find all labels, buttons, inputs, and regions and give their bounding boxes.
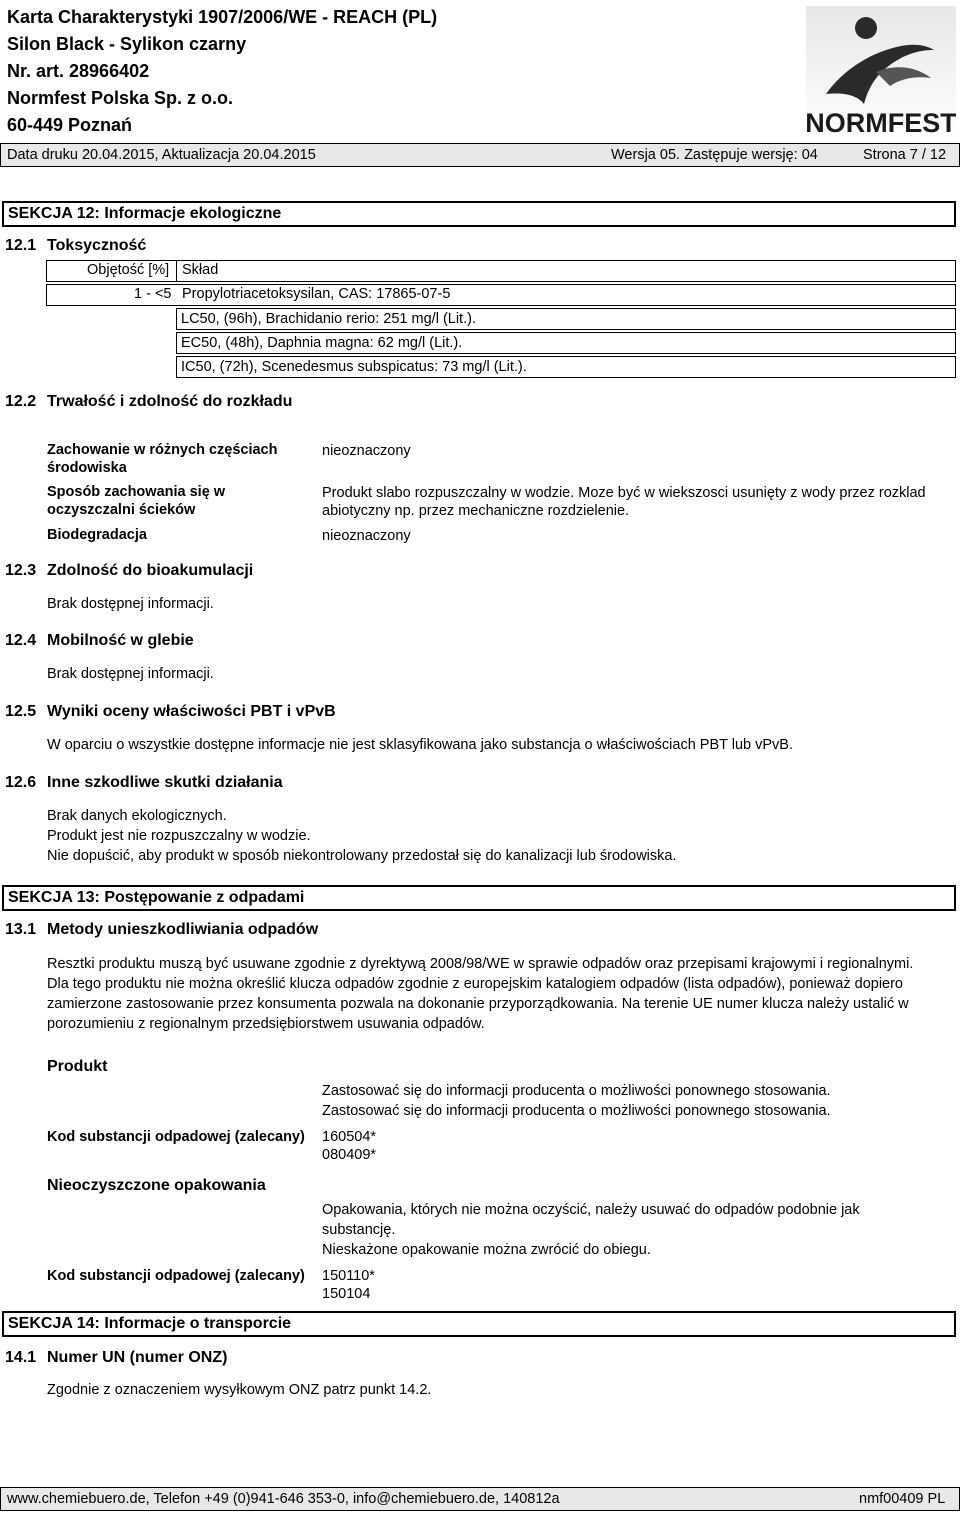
subsection-14-1-title: Numer UN (numer ONZ) [47, 1349, 228, 1366]
tox-item: IC50, (72h), Scenedesmus subspicatus: 73 mg/l (Lit.). [176, 356, 956, 378]
subsection-12-1-number: 12.1 [5, 237, 37, 254]
footer-bar [0, 1487, 960, 1511]
product-heading: Produkt [47, 1058, 108, 1075]
tox-item: LC50, (96h), Brachidanio rerio: 251 mg/l (Lit.). [176, 308, 956, 330]
deg-value-1: nieoznaczony [322, 443, 411, 459]
product-line: Zastosować się do informacji producenta o możliwości ponownego stosowania. [322, 1083, 831, 1099]
deg-label-1a: Zachowanie w różnych częściach [47, 442, 278, 458]
subsection-12-6-title: Inne szkodliwe skutki działania [47, 774, 283, 791]
product-waste-code-label: Kod substancji odpadowej (zalecany) [47, 1129, 305, 1145]
subsection-12-1-title: Toksyczność [47, 237, 147, 254]
packaging-line: Nieskażone opakowanie można zwrócić do obiegu. [322, 1242, 651, 1258]
subsection-14-1-number: 14.1 [5, 1349, 37, 1366]
footer-doc-code: nmf00409 PL [859, 1491, 946, 1507]
tox-item: EC50, (48h), Daphnia magna: 62 mg/l (Lit.). [176, 332, 956, 354]
normfest-logo [806, 6, 956, 138]
product-name: Silon Black - Sylikon czarny [7, 34, 247, 54]
packaging-line: Opakowania, których nie można oczyścić, należy usuwać do odpadów podobnie jak [322, 1202, 860, 1218]
subsection-14-1-text: Zgodnie z oznaczeniem wysyłkowym ONZ patrz punkt 14.2. [47, 1382, 432, 1398]
tox-col-volume: Objętość [%] [87, 262, 170, 278]
subsection-13-1-title: Metody unieszkodliwiania odpadów [47, 921, 319, 938]
subsection-12-3-title: Zdolność do bioakumulacji [47, 562, 254, 579]
info-bar [0, 143, 960, 167]
packaging-waste-code-label: Kod substancji odpadowej (zalecany) [47, 1268, 305, 1284]
tox-row-amount: 1 - <5 [134, 286, 172, 302]
section-13-title: SEKCJA 13: Postępowanie z odpadami [2, 885, 956, 911]
section-14-title: SEKCJA 14: Informacje o transporcie [2, 1311, 956, 1337]
subsection-12-6-line: Nie dopuścić, aby produkt w sposób niekontrolowany przedostał się do kanalizacji lub środowiska. [47, 848, 677, 864]
doc-title: Karta Charakterystyki 1907/2006/WE - REACH (PL) [7, 7, 438, 27]
packaging-waste-code: 150110* [322, 1268, 375, 1284]
section-12-title: SEKCJA 12: Informacje ekologiczne [2, 201, 956, 227]
product-waste-code: 080409* [322, 1147, 377, 1163]
product-line: Zastosować się do informacji producenta o możliwości ponownego stosowania. [322, 1103, 831, 1119]
tox-col-composition: Skład [182, 262, 219, 278]
subsection-12-4-number: 12.4 [5, 632, 37, 649]
subsection-12-6-number: 12.6 [5, 774, 37, 791]
company-city: 60-449 Poznań [7, 115, 133, 135]
logo-text: NORMFEST [806, 108, 956, 138]
deg-label-1b: środowiska [47, 460, 127, 476]
product-waste-code: 160504* [322, 1129, 377, 1145]
version-info: Wersja 05. Zastępuje wersję: 04 [611, 147, 818, 163]
subsection-12-4-text: Brak dostępnej informacji. [47, 666, 214, 682]
packaging-line: substancję. [322, 1222, 396, 1238]
subsection-12-6-line: Produkt jest nie rozpuszczalny w wodzie. [47, 828, 311, 844]
footer-contact: www.chemiebuero.de, Telefon +49 (0)941-646 353-0, info@chemiebuero.de, 140812a [7, 1491, 560, 1507]
subsection-12-6-line: Brak danych ekologicznych. [47, 808, 227, 824]
disposal-line: Resztki produktu muszą być usuwane zgodnie z dyrektywą 2008/98/WE w sprawie odpadów oraz przepisami krajowymi i regionalnymi. [47, 956, 914, 972]
disposal-line: porozumieniu z regionalnym przedsiębiorstwem usuwania odpadów. [47, 1016, 485, 1032]
subsection-12-3-number: 12.3 [5, 562, 37, 579]
tox-row-substance: Propylotriacetoksysilan, CAS: 17865-07-5 [182, 286, 451, 302]
article-number: Nr. art. 28966402 [7, 61, 150, 81]
disposal-line: Dla tego produktu nie można określić klucza odpadów zgodnie z europejskim katalogiem odpadów (lista odpadów), ponieważ dopiero [47, 976, 903, 992]
deg-value-3: nieoznaczony [322, 528, 411, 544]
deg-label-3: Biodegradacja [47, 527, 147, 543]
subsection-13-1-number: 13.1 [5, 921, 37, 938]
subsection-12-2-number: 12.2 [5, 393, 37, 410]
disposal-line: zamierzone zastosowanie przez konsumenta pozwala na dokonanie przyporządkowania. Na terenie UE numer klucza należy ustalić w [47, 996, 909, 1012]
subsection-12-5-number: 12.5 [5, 703, 37, 720]
print-date: Data druku 20.04.2015, Aktualizacja 20.04.2015 [7, 147, 316, 163]
subsection-12-4-title: Mobilność w glebie [47, 632, 194, 649]
subsection-12-3-text: Brak dostępnej informacji. [47, 596, 214, 612]
tox-col-divider [176, 260, 177, 282]
deg-label-2a: Sposób zachowania się w [47, 484, 226, 500]
company-name: Normfest Polska Sp. z o.o. [7, 88, 234, 108]
deg-label-2b: oczyszczalni ścieków [47, 502, 196, 518]
packaging-heading: Nieoczyszczone opakowania [47, 1177, 266, 1194]
subsection-12-5-title: Wyniki oceny właściwości PBT i vPvB [47, 703, 336, 720]
packaging-waste-code: 150104 [322, 1286, 371, 1302]
subsection-12-5-text: W oparciu o wszystkie dostępne informacje nie jest sklasyfikowana jako substancja o właściwościach PBT lub vPvB. [47, 737, 794, 753]
deg-value-2: Produkt slabo rozpuszczalny w wodzie. Moze być w wiekszosci usunięty z wody przez rozklad abiotyczny np. przez mechaniczne rozdzielenie. [322, 485, 926, 519]
page-number: Strona 7 / 12 [863, 147, 947, 163]
subsection-12-2-title: Trwałość i zdolność do rozkładu [47, 393, 293, 410]
